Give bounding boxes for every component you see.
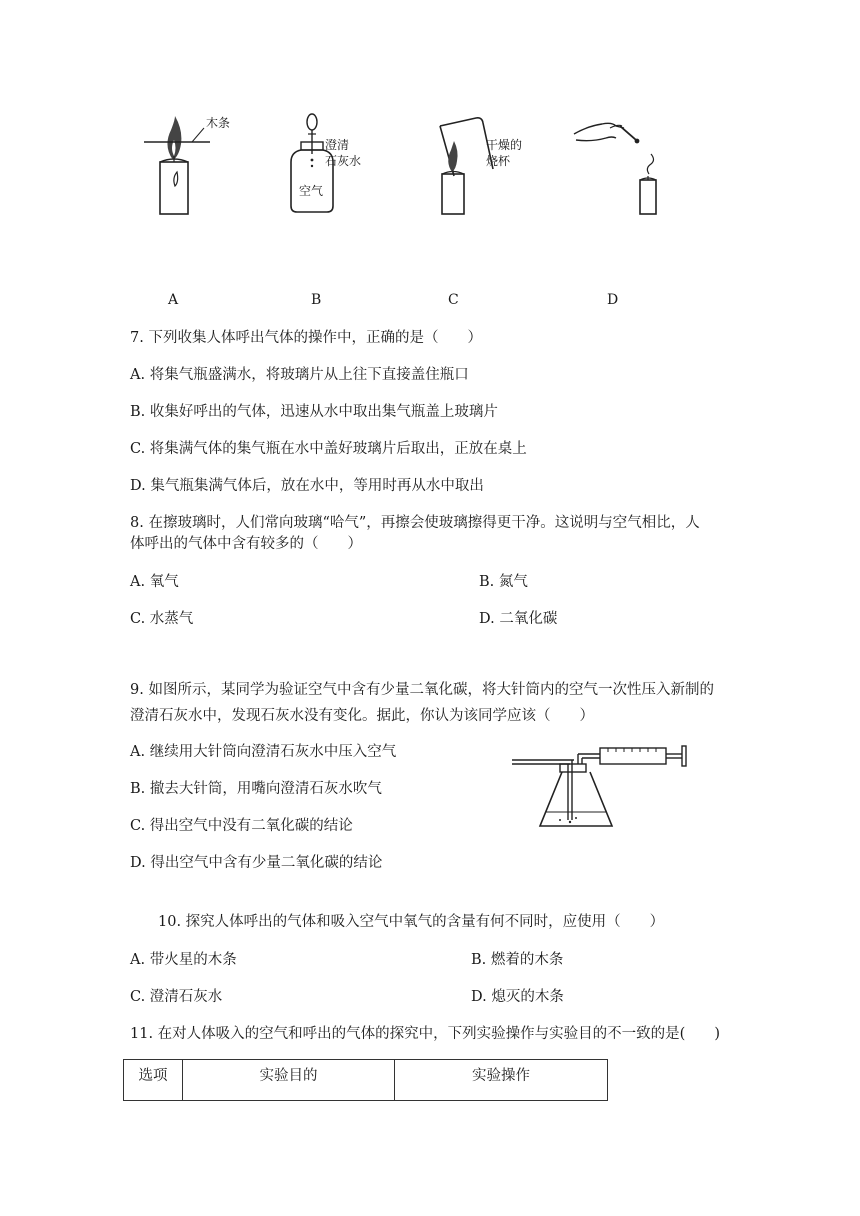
- q8-option-d: D. 二氧化碳: [479, 611, 558, 627]
- q9-option-a: A. 继续用大针筒向澄清石灰水中压入空气: [130, 744, 397, 760]
- q8-option-a: A. 氧气: [130, 574, 179, 590]
- q10-option-a: A. 带火星的木条: [130, 952, 237, 968]
- q7-stem: 7. 下列收集人体呼出气体的操作中，正确的是（ ）: [130, 330, 482, 346]
- q7-option-d: D. 集气瓶集满气体后，放在水中，等用时再从水中取出: [130, 478, 484, 494]
- q8-stem-line1: 8. 在擦玻璃时，人们常向玻璃“哈气”，再擦会使玻璃擦得更干净。这说明与空气相比，人: [130, 515, 700, 531]
- figure-d-hand-candle: [570, 110, 680, 220]
- figure-c-label-line2: 烧杯: [486, 154, 511, 168]
- q10-stem: 10. 探究人体呼出的气体和吸入空气中氧气的含量有何不同时，应使用（ ）: [158, 914, 665, 930]
- table-header-option: 选项: [124, 1060, 183, 1101]
- q9-option-d: D. 得出空气中含有少量二氧化碳的结论: [130, 855, 383, 871]
- q9-option-c: C. 得出空气中没有二氧化碳的结论: [130, 818, 353, 834]
- figure-b-bottle-text: 空气: [299, 184, 324, 198]
- table-header-operation: 实验操作: [395, 1060, 608, 1101]
- q11-stem: 11. 在对人体吸入的空气和呼出的气体的探究中，下列实验操作与实验目的不一致的是( ): [130, 1026, 720, 1042]
- table-row: [124, 1060, 608, 1101]
- q9-syringe-flask-figure: [512, 742, 692, 834]
- q10-option-c: C. 澄清石灰水: [130, 989, 223, 1005]
- q10-option-b: B. 燃着的木条: [471, 952, 564, 968]
- q8-option-c: C. 水蒸气: [130, 611, 194, 627]
- figure-a-candle-stick: [140, 110, 250, 220]
- q10-option-d: D. 熄灭的木条: [471, 989, 564, 1005]
- q8-stem-line2: 体呼出的气体中含有较多的（ ）: [130, 536, 362, 552]
- figure-letter-b: B: [311, 292, 322, 308]
- figure-c-label-line1: 干燥的: [486, 138, 523, 152]
- q7-option-c: C. 将集满气体的集气瓶在水中盖好玻璃片后取出，正放在桌上: [130, 441, 527, 457]
- figure-letter-c: C: [448, 292, 459, 308]
- q7-option-a: A. 将集气瓶盛满水，将玻璃片从上往下直接盖住瓶口: [130, 367, 469, 383]
- q9-stem-line1: 9. 如图所示，某同学为验证空气中含有少量二氧化碳，将大针筒内的空气一次性压入新制的: [130, 682, 714, 698]
- figure-letter-d: D: [607, 292, 619, 308]
- q9-option-b: B. 撤去大针筒，用嘴向澄清石灰水吹气: [130, 781, 382, 797]
- figure-b-label-line2: 石灰水: [325, 154, 362, 168]
- figure-c-candle-beaker: [430, 110, 540, 220]
- q9-stem-line2: 澄清石灰水中，发现石灰水没有变化。据此，你认为该同学应该（ ）: [130, 708, 594, 724]
- q7-option-b: B. 收集好呼出的气体，迅速从水中取出集气瓶盖上玻璃片: [130, 404, 498, 420]
- table-header-purpose: 实验目的: [183, 1060, 395, 1101]
- figure-a-label: 木条: [206, 116, 231, 130]
- figure-b-bottle-dropper: [285, 110, 395, 220]
- figure-letter-a: A: [168, 292, 179, 308]
- figure-b-label-line1: 澄清: [325, 138, 350, 152]
- q11-table: [123, 1059, 608, 1101]
- q8-option-b: B. 氮气: [479, 574, 528, 590]
